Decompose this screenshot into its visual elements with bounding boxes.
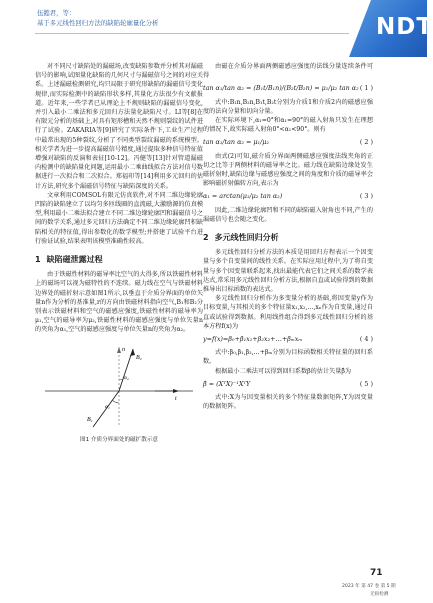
equation-body: tan α₁/tan α₂ = (B₁t/B₁n)/(B₂t/B₂n) = μ₁/μ₂ tan α₂ xyxy=(203,84,359,93)
page-header xyxy=(0,0,433,58)
equation-1 xyxy=(203,84,373,93)
paragraph: 由式(2)可知,磁介质分界面两侧磁感应强度法线夹角的正切之比等于两侧材料的磁导率之比。磁力线在缺陷边缘处发生磁折射时,缺陷边缘与磁感应强度之间的角度和介质的磁导率会影响磁折射偏转方向,表示为 xyxy=(203,152,373,188)
label-b1: B₁ xyxy=(87,416,93,423)
equation-body: tan α₁/tan α₂ = μ₁/μ₂ xyxy=(203,138,269,147)
equation-number: ( 2 ) xyxy=(359,138,373,147)
paragraph: 由磁在介质分界面两侧磁感应强度的法线分量连续条件可得 xyxy=(203,63,373,80)
label-b2: B₂ xyxy=(136,354,142,361)
section-number: 2 xyxy=(203,233,209,243)
equation-body: y=f(x)=β₀+β₁x₁+β₂x₂+…+βₘxₘ xyxy=(203,335,303,344)
equation-body: α₁ = arctan(μ₁/μ₂ tan α₂) xyxy=(203,192,283,201)
section-title: 多元线性回归分析 xyxy=(214,233,279,243)
figure-caption: 图1 介质分界面处的磁扩散示意 xyxy=(79,436,159,443)
paragraph: 多元线性回归分析方法的本质是用回归方程表示一个因变量与多个自变量间的线性关系。在实际应用过程中,为了将自变量与多个因变量联系起来,找出最能代表它们之间关系的数学表达式,常采用多元线性回归分析方法,根据自直或试验得到的数据推导出目标函数的表达式。 xyxy=(203,249,373,294)
equation-4 xyxy=(203,335,373,344)
paragraph: 根据最小二乘法可以得到回归系数β的估计矢量β̂为 xyxy=(215,367,352,375)
logo-text: NDT xyxy=(376,14,433,40)
paragraph: 由于铁磁性材料的磁导率比空气的大得多,所以铁磁性材料上的磁场可以视为磁特性的不连续。磁力线在空气与铁磁材料边界处的磁折射示意如图1所示,以垂直于介质分界面的单位矢量n作为分析的基准量,r的方向由铁磁材料指向空气,B₁和B₂分别表示铁磁材料和空气的磁感应强度,铁磁性材料的磁导率为μ₁,空气的磁导率为μ₂,铁磁性材料的磁感应强度与单位矢量n的夹角为α₁,空气的磁感应强度与单位矢量n的夹角为α₂。 xyxy=(35,271,203,334)
section-heading-1 xyxy=(35,255,203,264)
running-head-authors: 伍懿君，等： xyxy=(37,9,76,17)
equation-5 xyxy=(203,380,373,389)
figure-1 xyxy=(35,339,203,443)
journal-name: 无损检测 xyxy=(370,592,389,597)
equation-3 xyxy=(203,192,373,201)
label-t: t xyxy=(175,395,177,402)
label-alpha1: α₁ xyxy=(105,403,110,410)
left-column xyxy=(35,62,203,443)
paragraph: 式中:X为与因变量相关的多个特征量数据矩阵,Y为因变量的数据矩阵。 xyxy=(203,394,373,411)
section-heading-2 xyxy=(203,233,373,242)
section-number: 1 xyxy=(35,255,41,265)
paragraph: 式中:B₁n,B₂n,B₁t,B₂t分别为介质1和介质2内的磁感应强度的法向分量和切向分量。 xyxy=(203,98,373,115)
right-column xyxy=(203,62,373,412)
equation-2 xyxy=(203,138,373,147)
paragraph: 对不同尺寸缺陷处的漏磁场,改变缺陷参数并分析其对漏磁信号的影响,试图量化缺陷的几何尺寸与漏磁信号之间的对应关系。上述漏磁检测研究,均只局限于研究形缺陷的漏磁信号变化规律,而实际检测中的缺陷形状多样,其量化方法很少有文献报道。近年来,一些学者已从理论上不规则缺陷的漏磁信号变化,并引入最小二乘法和多元回归方法量化缺陷尺寸。LI等[8]在有限元分析的基础上,对具有矩形槽和天然不规则裂纹的试件进行了试验。ZAKARIA等[9]研究了实际条件下,工业生产过程中最常出现的5种裂纹,分析了不同类型裂纹漏磁的系统模型。相关学者为进一步提高漏磁信号精度,通过提取多种信号特征值增强对缺陷的反演和表征[10-12]。冯健等[13]针对管道漏磁内检测中的缺陷量化问题,运用最小二乘曲线拟合方法对信号数据进行一次拟合和二次拟合。郑福印等[14]利用多元回归的估计方法,研究多个漏磁信号特征与缺陷深度的关系。 xyxy=(35,63,203,190)
paragraph: 文章利用COMSOL有限元仿真软件,对不同二维边缘轮廓凹陷的缺陷建立了以均匀多匝线圈的直流磁,大激励源的仿真模型,利用最小二乘法拟合建立不同二维边缘轮廓凹和漏磁信号之间的数学关系,通过多元回归方法确定不同二维边缘轮廓凹积缺陷相关的特征值,得出参数化的数学模型;并搭建了试验平台进行验证试验,结果表明该模型准确性较高。 xyxy=(35,191,203,245)
logo-cut-shape xyxy=(349,0,371,57)
label-alpha2: α₂ xyxy=(124,374,129,381)
paragraph: 在实际环境下,α₁=0°和α₁=90°的磁入射角只发生在理想的情况下,故实际磁入射角0°<α₁<90°。则有 xyxy=(203,117,373,134)
equation-body: β̂ = (XᵀX)⁻¹XᵀY xyxy=(203,379,251,388)
label-n: n xyxy=(122,346,125,353)
section-title: 缺陷磁泄露过程 xyxy=(46,255,103,265)
magnetic-refraction-diagram xyxy=(35,339,203,431)
issue-info: 2023 年 第 47 卷 第 5 期 xyxy=(342,584,396,589)
paragraph: 因此,二维边缘轮廓凹和不同的缺陷磁入射角也不同,产生的漏磁信号也会随之变化。 xyxy=(203,206,373,223)
equation-number: ( 5 ) xyxy=(359,379,373,388)
paragraph: 多元线性回归分析作为多变量分析的基础,将因变量y作为目标变量,与其相关的多个特征量x₁,x₂,…,xₙ作为自变量,通过自直或试验得到数据。利用线性组合得到多元线性回归分析的基本方程f(x)为 xyxy=(203,295,373,330)
paragraph: 式中:β₀,β₁,β₂,…+βₘ分别为目标函数相关特征量的回归系数。 xyxy=(203,349,373,366)
equation-number: ( 3 ) xyxy=(359,192,373,201)
header-rule xyxy=(35,33,355,34)
equation-number: ( 1 ) xyxy=(359,84,373,93)
journal-logo xyxy=(349,0,433,57)
equation-number: ( 4 ) xyxy=(359,335,373,344)
page-number: 71 xyxy=(370,568,383,578)
running-head-title: 基于多元线性回归方法的缺陷轮廓量化分析 xyxy=(37,19,159,27)
